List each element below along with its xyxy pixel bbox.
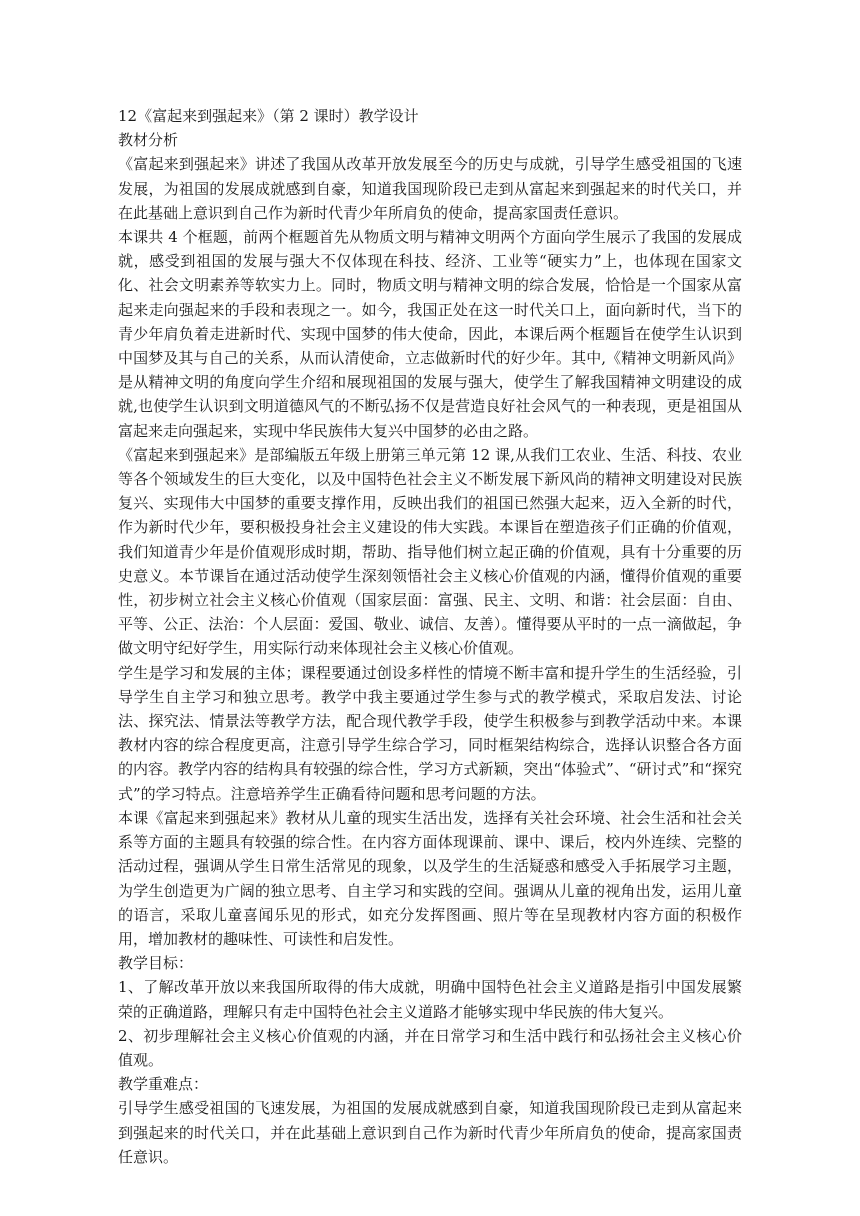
- paragraph-material-design: 本课《富起来到强起来》教材从儿童的现实生活出发，选择有关社会环境、社会生活和社会关系等方面的主题具有较强的综合性。在内容方面体现课前、课中、课后，校内外连续、完整的活动过程，强调从学生日常生活常见的现象，以及学生的生活疑惑和感受入手拓展学习主题，为学生创造更为广阔的独立思考、自主学习和实践的空间。强调从儿童的视角出发，运用儿童的语言，采取儿童喜闻乐见的形式，如充分发挥图画、照片等在呈现教材内容方面的积极作用，增加教材的趣味性、可读性和启发性。: [118, 808, 742, 948]
- paragraph-key-points: 引导学生感受祖国的飞速发展，为祖国的发展成就感到自豪，知道我国现阶段已走到从富起来到强起来的时代关口，并在此基础上意识到自己作为新时代青少年所肩负的使命，提高家国责任意识。: [118, 1099, 742, 1166]
- section-heading-material-analysis: 教材分析: [118, 131, 179, 150]
- document-body: [118, 104, 742, 1169]
- paragraph-unit-context: 《富起来到强起来》是部编版五年级上册第三单元第 12 课,从我们工农业、生活、科技、农业等各个领域发生的巨大变化，以及中国特色社会主义不断发展下新风尚的精神文明建设对民族复兴、实现伟大中国梦的重要支撑作用，反映出我们的祖国已然强大起来，迈入全新的时代，作为新时代少年，要积极投身社会主义建设的伟大实践。本课旨在塑造孩子们正确的价值观，我们知道青少年是价值观形成时期，帮助、指导他们树立起正确的价值观，具有十分重要的历史意义。本节课旨在通过活动使学生深刻领悟社会主义核心价值观的内涵，懂得价值观的重要性，初步树立社会主义核心价值观（国家层面：富强、民主、文明、和谐：社会层面：自由、平等、公正、法治：个人层面：爱国、敬业、诚信、友善）。懂得要从平时的一点一滴做起，争做文明守纪好学生，用实际行动来体现社会主义核心价值观。: [118, 445, 742, 658]
- goal-item-1: 1、了解改革开放以来我国所取得的伟大成就，明确中国特色社会主义道路是指引中国发展繁荣的正确道路，理解只有走中国特色社会主义道路才能够实现中华民族的伟大复兴。: [118, 978, 742, 1021]
- document-title: 12《富起来到强起来》（第 2 课时）教学设计: [118, 107, 419, 125]
- paragraph-overview: 《富起来到强起来》讲述了我国从改革开放发展至今的历史与成就，引导学生感受祖国的飞速发展，为祖国的发展成就感到自豪，知道我国现阶段已走到从富起来到强起来的时代关口，并在此基础上意识到自己作为新时代青少年所肩负的使命，提高家国责任意识。: [118, 155, 742, 222]
- section-heading-goals: 教学目标：: [118, 954, 194, 973]
- goal-item-2: 2、初步理解社会主义核心价值观的内涵，并在日常学习和生活中践行和弘扬社会主义核心价值观。: [118, 1026, 742, 1069]
- paragraph-teaching-method: 学生是学习和发展的主体；课程要通过创设多样性的情境不断丰富和提升学生的生活经验，引导学生自主学习和独立思考。教学中我主要通过学生参与式的教学模式，采取启发法、讨论法、探究法、情景法等教学方法，配合现代教学手段，使学生积极参与到教学活动中来。本课教材内容的综合程度更高，注意引导学生综合学习，同时框架结构综合，选择认识整合各方面的内容。教学内容的结构具有较强的综合性，学习方式新颖，突出“体验式”、“研讨式”和“探究式”的学习特点。注意培养学生正确看待问题和思考问题的方法。: [118, 663, 742, 803]
- section-heading-key-points: 教学重难点：: [118, 1075, 209, 1094]
- paragraph-frameworks: 本课共 4 个框题，前两个框题首先从物质文明与精神文明两个方面向学生展示了我国的发展成就，感受到祖国的发展与强大不仅体现在科技、经济、工业等“硬实力”上，也体现在国家文化、社会文明素养等软实力上。同时，物质文明与精神文明的综合发展，恰恰是一个国家从富起来走向强起来的手段和表现之一。如今，我国正处在这一时代关口上，面向新时代，当下的青少年肩负着走进新时代、实现中国梦的伟大使命，因此，本课后两个框题旨在使学生认识到中国梦及其与自己的关系，从而认清使命，立志做新时代的好少年。其中,《精神文明新风尚》是从精神文明的角度向学生介绍和展现祖国的发展与强大，使学生了解我国精神文明建设的成就,也使学生认识到文明道德风气的不断弘扬不仅是营造良好社会风气的一种表现，更是祖国从富起来走向强起来，实现中华民族伟大复兴中国梦的必由之路。: [118, 228, 742, 440]
